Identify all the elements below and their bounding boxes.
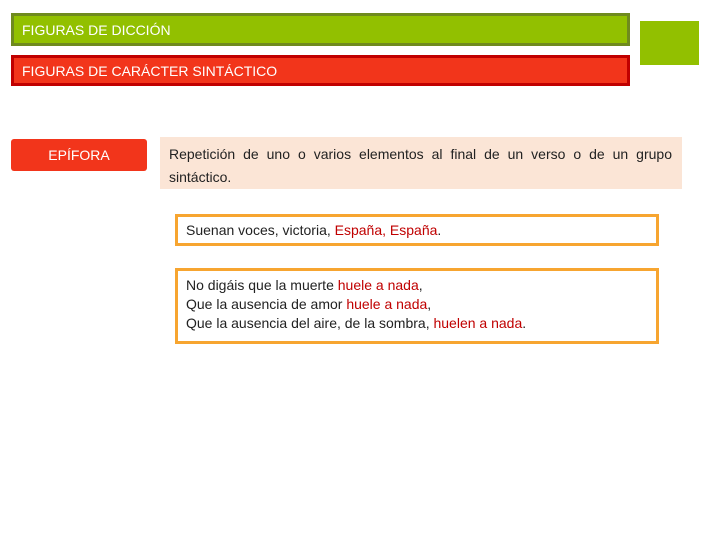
example-text: , — [418, 277, 423, 293]
example-line — [186, 314, 648, 333]
definition-box — [160, 137, 682, 189]
example-highlight: huelen a nada — [433, 315, 523, 331]
example-text: Que la ausencia de amor — [186, 296, 347, 312]
example-text: , — [427, 296, 432, 312]
example-text: . — [522, 315, 527, 331]
example-line — [186, 221, 648, 240]
section-title: FIGURAS DE DICCIÓN — [22, 21, 171, 38]
example-line — [186, 295, 648, 314]
subsection-title: FIGURAS DE CARÁCTER SINTÁCTICO — [22, 62, 278, 79]
decorative-green-square — [640, 21, 699, 65]
example-box-1 — [175, 214, 659, 246]
figure-name: EPÍFORA — [48, 147, 110, 163]
example-box-2 — [175, 268, 659, 344]
example-text: No digáis que la muerte — [186, 277, 338, 293]
example-highlight: huele a nada — [337, 277, 419, 293]
example-highlight: España, España — [334, 222, 438, 238]
subsection-title-bar — [11, 55, 630, 86]
section-title-bar — [11, 13, 630, 46]
example-highlight: huele a nada — [346, 296, 428, 312]
figure-name-box — [11, 139, 147, 171]
example-text: Suenan voces, victoria, — [186, 222, 335, 238]
example-text: Que la ausencia del aire, de la sombra, — [186, 315, 434, 331]
definition-text: Repetición de uno o varios elementos al final de un verso o de un grupo sintáctico. — [169, 146, 672, 185]
example-line — [186, 276, 648, 295]
example-text: . — [437, 222, 442, 238]
